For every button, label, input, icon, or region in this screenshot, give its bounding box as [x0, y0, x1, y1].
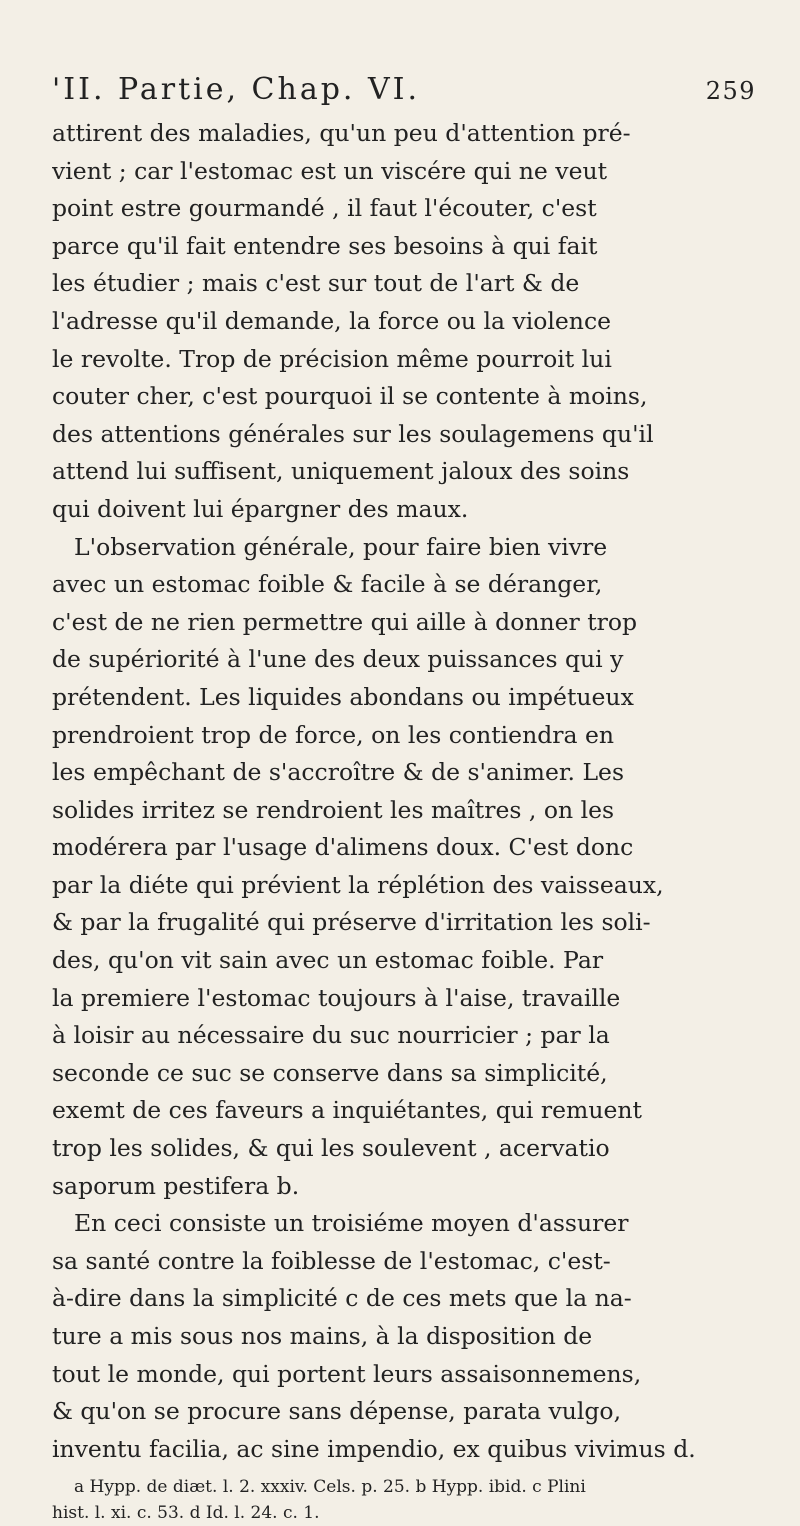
- text-line: couter cher, c'est pourquoi il se contente à moins,: [52, 382, 648, 411]
- running-title: 'II. Partie, Chap. VI.: [52, 72, 421, 107]
- body-text: [52, 115, 770, 1468]
- text-line: seconde ce suc se conserve dans sa simplicité,: [52, 1058, 608, 1087]
- text-line: de supériorité à l'une des deux puissances qui y: [52, 645, 624, 674]
- text-line: L'observation générale, pour faire bien vivre: [74, 532, 608, 561]
- text-line: des attentions générales sur les soulagemens qu'il: [52, 419, 654, 448]
- text-line: attend lui suffisent, uniquement jaloux des soins: [52, 457, 630, 486]
- text-line: à-dire dans la simplicité c de ces mets que la na-: [52, 1284, 632, 1313]
- text-line: c'est de ne rien permettre qui aille à donner trop: [52, 607, 638, 636]
- text-line: En ceci consiste un troisiéme moyen d'assurer: [74, 1209, 629, 1238]
- text-line: sa santé contre la foiblesse de l'estomac, c'est-: [52, 1246, 611, 1275]
- text-line: modérera par l'usage d'alimens doux. C'est donc: [52, 833, 634, 862]
- text-line: & par la frugalité qui préserve d'irritation les soli-: [52, 908, 651, 937]
- running-head: [52, 72, 770, 107]
- text-line: tout le monde, qui portent leurs assaisonnemens,: [52, 1359, 642, 1388]
- text-line: exemt de ces faveurs a inquiétantes, qui remuent: [52, 1096, 642, 1125]
- text-line: ture a mis sous nos mains, à la disposition de: [52, 1322, 593, 1350]
- text-line: attirent des maladies, qu'un peu d'attention pré-: [52, 119, 631, 147]
- text-line: l'adresse qu'il demande, la force ou la violence: [52, 306, 612, 335]
- text-line: parce qu'il fait entendre ses besoins à qui fait: [52, 231, 598, 260]
- text-line: par la diéte qui prévient la réplétion des vaisseaux,: [52, 870, 664, 899]
- text-line: des, qu'on vit sain avec un estomac foible. Par: [52, 946, 604, 975]
- text-line: les étudier ; mais c'est sur tout de l'art & de: [52, 269, 580, 298]
- text-line: qui doivent lui épargner des maux.: [52, 494, 469, 523]
- text-line: & qu'on se procure sans dépense, parata vulgo,: [52, 1397, 622, 1426]
- text-line: trop les solides, & qui les soulevent , acervatio: [52, 1134, 610, 1163]
- footnote-line: a Hypp. de diæt. l. 2. xxxiv. Cels. p. 25. b Hypp. ibid. c Plini: [74, 1477, 586, 1498]
- text-line: point estre gourmandé , il faut l'écouter, c'est: [52, 194, 597, 223]
- text-line: inventu facilia, ac sine impendio, ex quibus vivimus d.: [52, 1434, 696, 1463]
- text-line: prendroient trop de force, on les contiendra en: [52, 720, 615, 749]
- page-number: 259: [705, 77, 756, 105]
- text-line: le revolte. Trop de précision même pourroit lui: [52, 344, 612, 373]
- text-line: à loisir au nécessaire du suc nourricier ; par la: [52, 1021, 610, 1050]
- text-line: solides irritez se rendroient les maîtres , on les: [52, 795, 615, 824]
- text-line: saporum pestifera b.: [52, 1171, 300, 1200]
- text-line: la premiere l'estomac toujours à l'aise, travaille: [52, 983, 621, 1012]
- footnote-line: hist. l. xi. c. 53. d Id. l. 24. c. 1.: [52, 1503, 320, 1524]
- footnotes: [52, 1474, 770, 1526]
- text-line: avec un estomac foible & facile à se déranger,: [52, 570, 603, 599]
- text-line: prétendent. Les liquides abondans ou impétueux: [52, 682, 634, 711]
- text-line: les empêchant de s'accroître & de s'animer. Les: [52, 758, 625, 787]
- text-line: vient ; car l'estomac est un viscére qui ne veut: [52, 156, 608, 185]
